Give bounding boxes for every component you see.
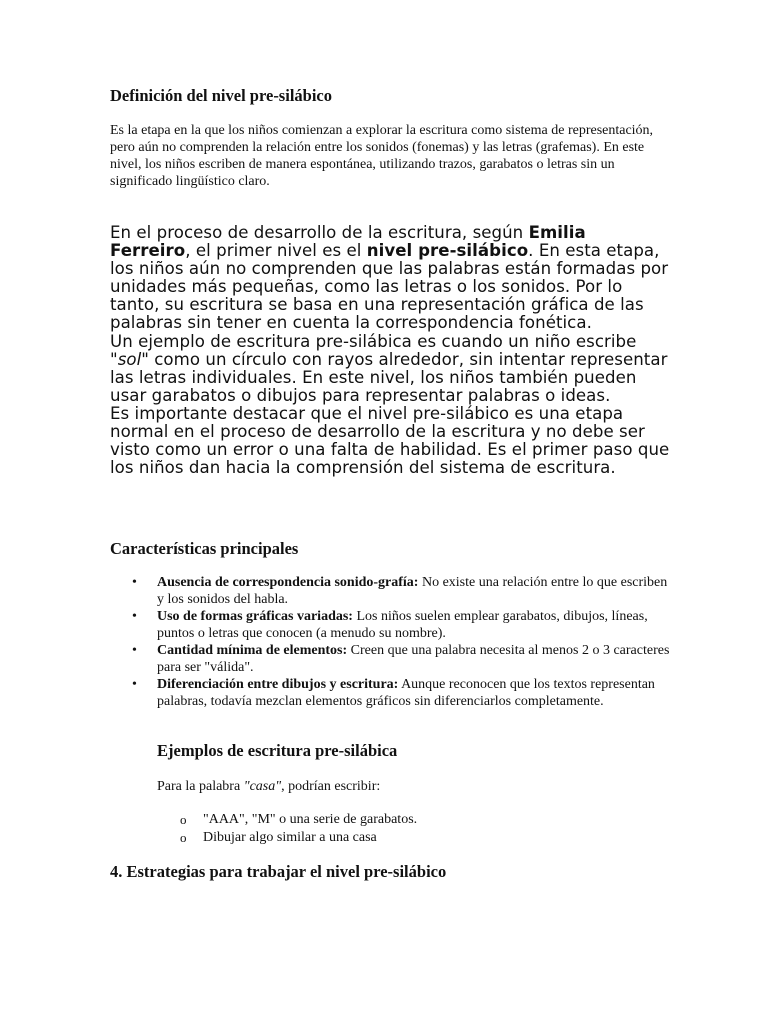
example-word: "casa" [243, 779, 282, 794]
section-title-ejemplos: Ejemplos de escritura pre-silábica [157, 741, 398, 760]
text-run: . En esta etapa, los niños aún no comprenden que las palabras están formadas por unidades más pequeñas, como las letras o los sonidos. Por lo tanto, su escritura se basa en una representación gráfica de las palabras sin tener en cuenta la correspondencia fonética. [110, 241, 669, 333]
text-run: , podrían escribir: [281, 779, 381, 794]
list-item [132, 676, 672, 710]
item-label: Cantidad mínima de elementos: [157, 643, 348, 658]
bullet-icon: • [132, 609, 137, 624]
item-text: No existe una relación entre lo que escriben y los sonidos del habla. [157, 575, 668, 607]
list-item [132, 574, 672, 608]
section-title-caracteristicas: Características principales [110, 539, 299, 558]
text-run: En el proceso de desarrollo de la escritura, según [110, 223, 529, 242]
list-item [132, 642, 672, 676]
text-run: " como un círculo con rayos alrededor, sin intentar representar las letras individuales. En este nivel, los niños también pueden usar garabatos o dibujos para representar palabras o ideas. [110, 349, 668, 405]
text-run: Un ejemplo de escritura pre-silábica es cuando un niño escribe " [110, 331, 637, 369]
item-label: Ausencia de correspondencia sonido-grafía: [157, 575, 419, 590]
list-item [180, 829, 417, 847]
body-paragraph-2 [110, 333, 670, 405]
body-paragraph-1 [110, 224, 670, 333]
bullet-icon: • [132, 575, 137, 590]
item-text: Dibujar algo similar a una casa [203, 830, 377, 845]
examples-list [180, 811, 418, 847]
section-title-estrategias: 4. Estrategias para trabajar el nivel pre-silábico [110, 862, 447, 881]
text-run: Para la palabra [157, 779, 244, 794]
list-item [132, 608, 672, 642]
section-title-definicion: Definición del nivel pre-silábico [110, 86, 332, 105]
list-item [180, 811, 418, 829]
item-text: Aunque reconocen que los textos representan palabras, todavía mezclan elementos gráficos sin diferenciarlos completamente. [157, 677, 655, 709]
examples-lead [157, 778, 380, 795]
characteristics-list [132, 574, 672, 710]
bullet-icon: • [132, 643, 137, 658]
text-run: , el primer nivel es el [185, 241, 367, 261]
intro-paragraph: Es la etapa en la que los niños comienzan a explorar la escritura como sistema de representación, pero aún no comprenden la relación entre los sonidos (fonemas) y las letras (grafemas). En este nivel, los niños escriben de manera espontánea, utilizando trazos, garabatos o letras sin un significado lingüístico claro. [110, 123, 654, 189]
body-text-block [110, 224, 670, 477]
bullet-icon: • [132, 677, 137, 692]
item-text: "AAA", "M" o una serie de garabatos. [203, 812, 418, 827]
item-label: Diferenciación entre dibujos y escritura: [157, 677, 399, 692]
item-text: Creen que una palabra necesita al menos 2 o 3 caracteres para ser "válida". [157, 643, 670, 675]
circle-bullet-icon: o [180, 830, 187, 845]
item-text: Los niños suelen emplear garabatos, dibujos, líneas, puntos o letras que conocen (a menudo su nombre). [157, 609, 648, 641]
author-name: Emilia Ferreiro [110, 223, 586, 261]
key-term: nivel pre-silábico [366, 241, 529, 261]
item-label: Uso de formas gráficas variadas: [157, 609, 353, 624]
example-word: sol [117, 349, 142, 369]
circle-bullet-icon: o [180, 812, 187, 827]
body-paragraph-3: Es importante destacar que el nivel pre-silábico es una etapa normal en el proceso de desarrollo de la escritura y no debe ser visto como un error o una falta de habilidad. Es el primer paso que los niños dan hacia la comprensión del sistema de escritura. [110, 403, 670, 478]
